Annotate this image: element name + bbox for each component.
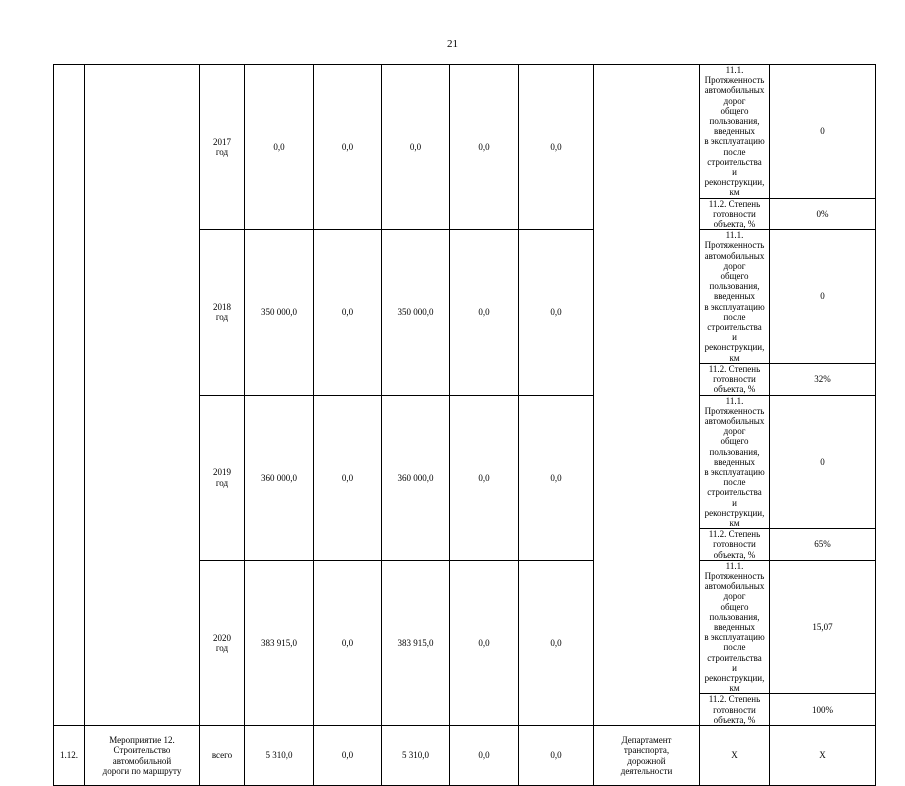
indicator-readiness-value: 100%	[770, 694, 876, 726]
value-cell: 350 000,0	[245, 230, 314, 395]
value-cell: 5 310,0	[382, 726, 450, 786]
indicator-value-cell: Х	[770, 726, 876, 786]
value-cell: 0,0	[519, 560, 594, 725]
value-cell: 0,0	[314, 395, 382, 560]
value-cell: 5 310,0	[245, 726, 314, 786]
executor-cell: Департамент транспорта, дорожной деятельности	[594, 726, 700, 786]
event-cell	[85, 65, 200, 726]
value-cell: 0,0	[519, 230, 594, 395]
value-cell: 0,0	[314, 65, 382, 230]
indicator-cell: Х	[700, 726, 770, 786]
executor-cell	[594, 65, 700, 726]
indicator-readiness-value: 65%	[770, 529, 876, 561]
value-cell: 0,0	[519, 65, 594, 230]
value-cell: 0,0	[450, 560, 519, 725]
value-cell: 0,0	[245, 65, 314, 230]
page-number: 21	[447, 38, 458, 50]
value-cell: 360 000,0	[245, 395, 314, 560]
program-table	[53, 64, 876, 786]
indicator-length-label: 11.1. Протяженность автомобильных дорог общего пользования, введенных в эксплуатацию после строительства и реконструкции, км	[700, 65, 770, 199]
value-cell: 0,0	[450, 395, 519, 560]
event-row-1-12	[54, 726, 876, 786]
event-cell: Мероприятие 12. Строительство автомобильной дороги по маршруту	[85, 726, 200, 786]
indicator-length-value: 0	[770, 230, 876, 364]
value-cell: 0,0	[450, 65, 519, 230]
year-row	[54, 65, 876, 199]
indicator-length-label: 11.1. Протяженность автомобильных дорог общего пользования, введенных в эксплуатацию после строительства и реконструкции, км	[700, 395, 770, 529]
value-cell: 383 915,0	[382, 560, 450, 725]
indicator-readiness-label: 11.2. Степень готовности объекта, %	[700, 694, 770, 726]
value-cell: 350 000,0	[382, 230, 450, 395]
value-cell: 0,0	[314, 230, 382, 395]
value-cell: 0,0	[450, 726, 519, 786]
value-cell: 383 915,0	[245, 560, 314, 725]
year-cell: 2017 год	[200, 65, 245, 230]
year-cell: 2018 год	[200, 230, 245, 395]
value-cell: 0,0	[519, 395, 594, 560]
indicator-readiness-value: 0%	[770, 198, 876, 230]
number-cell: 1.12.	[54, 726, 85, 786]
value-cell: 360 000,0	[382, 395, 450, 560]
indicator-length-value: 0	[770, 395, 876, 529]
indicator-readiness-label: 11.2. Степень готовности объекта, %	[700, 198, 770, 230]
number-cell	[54, 65, 85, 726]
value-cell: 0,0	[314, 560, 382, 725]
value-cell: 0,0	[450, 230, 519, 395]
value-cell: 0,0	[314, 726, 382, 786]
indicator-length-value: 15,07	[770, 560, 876, 694]
indicator-readiness-label: 11.2. Степень готовности объекта, %	[700, 529, 770, 561]
year-cell: 2019 год	[200, 395, 245, 560]
year-cell: 2020 год	[200, 560, 245, 725]
value-cell: 0,0	[519, 726, 594, 786]
indicator-length-label: 11.1. Протяженность автомобильных дорог общего пользования, введенных в эксплуатацию после строительства и реконструкции, км	[700, 560, 770, 694]
value-cell: 0,0	[382, 65, 450, 230]
indicator-readiness-value: 32%	[770, 363, 876, 395]
indicator-length-label: 11.1. Протяженность автомобильных дорог общего пользования, введенных в эксплуатацию после строительства и реконструкции, км	[700, 230, 770, 364]
period-cell: всего	[200, 726, 245, 786]
indicator-length-value: 0	[770, 65, 876, 199]
indicator-readiness-label: 11.2. Степень готовности объекта, %	[700, 363, 770, 395]
